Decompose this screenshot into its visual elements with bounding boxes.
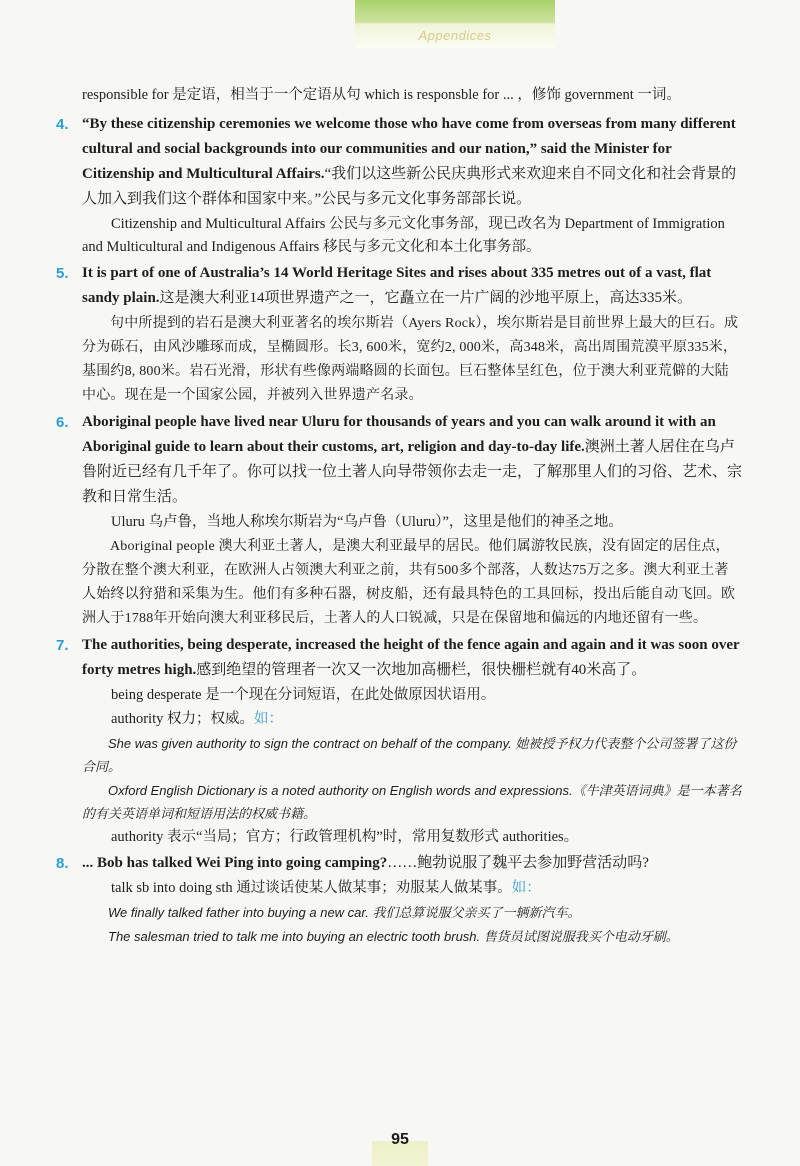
vocab-definition: authority 权力；权威。 xyxy=(111,711,254,727)
item-sentence xyxy=(82,112,742,212)
sentence-english: “By these citizenship ceremonies we welcome those who have come from overseas from many different cultural and social backgrounds into our communities and our nation,” said the Minister for Citizenship and Multicultural Affairs. xyxy=(82,116,736,182)
item-sentence xyxy=(82,410,742,510)
note-item-7 xyxy=(56,633,742,849)
sentence-english: It is part of one of Australia’s 14 World Heritage Sites and rises about 335 metres out of a vast, flat sandy plain. xyxy=(82,265,712,306)
item-note: Aboriginal people 澳大利亚土著人，是澳大利亚最早的居民。他们属游牧民族，没有固定的居住点，分散在整个澳大利亚，在欧洲人占领澳大利亚之前，共有500多个部落，人数达75万之多。澳大利亚土著人始终以狩猎和采集为生。他们有多种石器，树皮船，还有最具特色的工具回标，投出后能自动飞回。欧洲人于1788年开始向澳大利亚移民后，土著人的人口锐减，只是在保留地和偏远的内地还留有一些。 xyxy=(82,539,736,626)
continuation-text: responsible for 是定语，相当于一个定语从句 which is responsble for ... ，修饰 government 一词。 xyxy=(82,87,681,103)
example-sentence: Oxford English Dictionary is a noted authority on English words and expressions.《牛津英语词典》是一本著名的有关英语单词和短语用法的权威书籍。 xyxy=(82,783,742,821)
item-note: 句中所提到的岩石是澳大利亚著名的埃尔斯岩（Ayers Rock），埃尔斯岩是目前世界上最大的巨石。成分为砾石，由风沙雕琢而成，呈椭圆形。长3, 600米，宽约2, 000米，高348米，高出周围荒漠平原335米，基围约8, 800米。岩石光滑，形状有些像两端略圆的长面包。巨石整体呈红色，位于澳大利亚荒僻的大陆中心。现在是一个国家公园，并被列入世界遗产名录。 xyxy=(82,316,739,403)
item-number: 7. xyxy=(56,637,69,654)
sentence-chinese: 澳洲土著人居住在乌卢鲁附近已经有几千年了。你可以找一位土著人向导带领你去走一走，了解那里人们的习俗、艺术、宗教和日常生活。 xyxy=(82,439,743,505)
vocab-definition: talk sb into doing sth 通过谈话使某人做某事；劝服某人做某事。 xyxy=(111,880,512,896)
item-number: 6. xyxy=(56,414,69,431)
example-label: 如： xyxy=(253,711,283,727)
item-number: 8. xyxy=(56,855,69,872)
note-item-5 xyxy=(56,261,742,408)
sentence-chinese: 感到绝望的管理者一次又一次地加高栅栏，很快栅栏就有40米高了。 xyxy=(196,662,647,678)
item-note: being desperate 是一个现在分词短语，在此处做原因状语用。 xyxy=(111,687,496,703)
example-sentence: She was given authority to sign the contract on behalf of the company. 她被授予权力代表整个公司签署了这份合同。 xyxy=(82,736,737,774)
sentence-chinese: ……鲍勃说服了魏平去参加野营活动吗? xyxy=(387,855,649,871)
page-number: 95 xyxy=(372,1124,428,1166)
item-number: 4. xyxy=(56,116,69,133)
page-content xyxy=(56,84,742,950)
item-note: Citizenship and Multicultural Affairs 公民与多元文化事务部，现已改名为 Department of Immigration and Multicultural and Indigenous Affairs 移民与多元文化和本土化事务部。 xyxy=(82,216,725,255)
example-label: 如： xyxy=(511,880,541,896)
note-item-4 xyxy=(56,112,742,259)
sentence-english: The authorities, being desperate, increased the height of the fence again and again and it was soon over forty metres high. xyxy=(82,637,740,678)
item-note: authority 表示“当局；官方；行政管理机构”时，常用复数形式 authorities。 xyxy=(111,829,579,845)
example-sentence: The salesman tried to talk me into buying an electric tooth brush. 售货员试图说服我买个电动牙刷。 xyxy=(108,929,679,944)
item-note: Uluru 乌卢鲁，当地人称埃尔斯岩为“乌卢鲁（Uluru）”，这里是他们的神圣之地。 xyxy=(111,514,623,530)
example-sentence: We finally talked father into buying a new car. 我们总算说服父亲买了一辆新汽车。 xyxy=(108,905,581,920)
item-note xyxy=(82,877,742,900)
sentence-english: Aboriginal people have lived near Uluru for thousands of years and you can walk around it with an Aboriginal guide to learn about their customs, art, religion and day-to-day life. xyxy=(82,414,716,455)
note-item-8 xyxy=(56,851,742,948)
item-note xyxy=(82,708,742,731)
item-sentence xyxy=(82,633,742,683)
sentence-chinese: “我们以这些新公民庆典形式来欢迎来自不同文化和社会背景的人加入到我们这个群体和国家中来。”公民与多元文化事务部部长说。 xyxy=(82,166,737,207)
item-sentence xyxy=(82,851,742,876)
item-sentence xyxy=(82,261,742,311)
note-item-6 xyxy=(56,410,742,631)
section-title: Appendices xyxy=(418,28,492,43)
item-number: 5. xyxy=(56,265,69,282)
sentence-chinese: 这是澳大利亚14项世界遗产之一，它矗立在一片广阔的沙地平原上，高达335米。 xyxy=(159,290,693,306)
header-banner xyxy=(355,0,555,48)
sentence-english: ... Bob has talked Wei Ping into going camping? xyxy=(82,855,388,871)
